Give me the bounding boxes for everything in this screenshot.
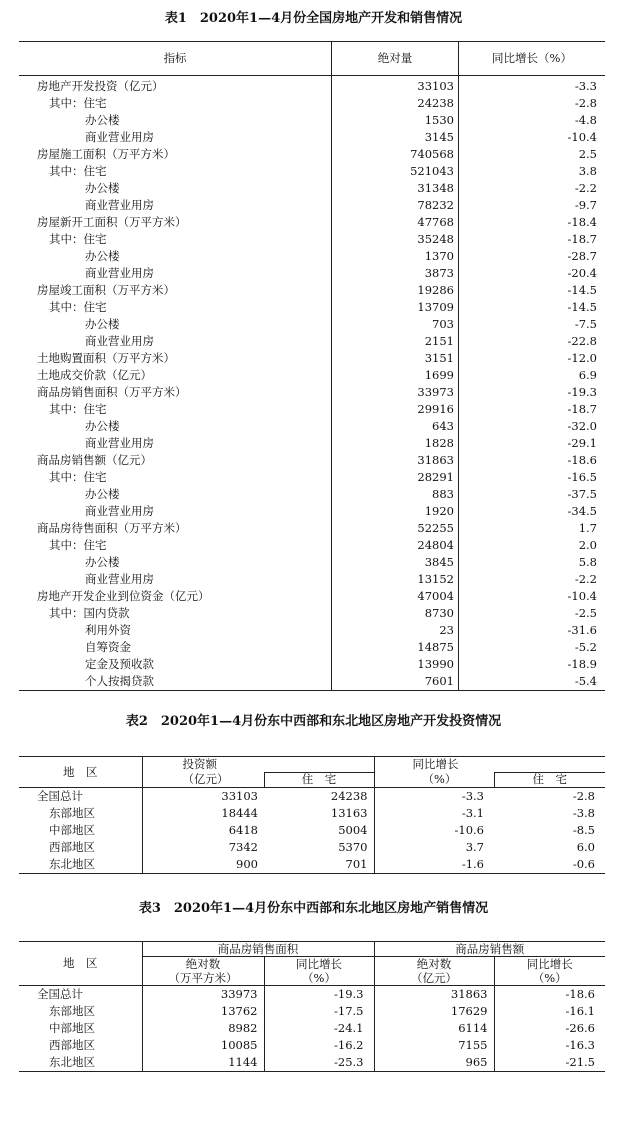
table-row bbox=[19, 350, 605, 367]
absolute-value: 78232 bbox=[332, 197, 459, 214]
table3 bbox=[19, 941, 605, 1072]
investment-value: 7342 bbox=[142, 839, 264, 856]
area-growth-value: -19.3 bbox=[264, 986, 374, 1004]
table-row bbox=[19, 299, 605, 316]
indicator-label: 房地产开发投资（亿元） bbox=[37, 79, 164, 93]
t3-header-sales-growth-unit: （%） bbox=[494, 971, 605, 986]
growth-value: -4.8 bbox=[458, 112, 605, 129]
area-growth-value: -24.1 bbox=[264, 1020, 374, 1037]
absolute-value: 33973 bbox=[332, 384, 459, 401]
investment-value: 6418 bbox=[142, 822, 264, 839]
absolute-value: 1699 bbox=[332, 367, 459, 384]
indicator-label: 商业营业用房 bbox=[85, 504, 154, 518]
growth-value: -2.8 bbox=[458, 95, 605, 112]
residential-growth-value: -3.8 bbox=[572, 806, 595, 820]
indicator-label: 房屋竣工面积（万平方米） bbox=[37, 283, 175, 297]
sales-value: 7155 bbox=[374, 1037, 494, 1054]
growth-value: -10.6 bbox=[374, 822, 494, 839]
table-row bbox=[19, 316, 605, 333]
absolute-value: 1920 bbox=[332, 503, 459, 520]
sales-growth-value: -21.5 bbox=[494, 1054, 605, 1072]
t3-header-sales-abs-unit: （亿元） bbox=[374, 971, 494, 986]
table-row bbox=[19, 146, 605, 163]
indicator-label: 商业营业用房 bbox=[85, 334, 154, 348]
table-row bbox=[19, 265, 605, 282]
absolute-value: 47768 bbox=[332, 214, 459, 231]
absolute-value: 521043 bbox=[332, 163, 459, 180]
table1-header-row bbox=[19, 42, 605, 76]
absolute-value: 8730 bbox=[332, 605, 459, 622]
growth-value: -5.4 bbox=[458, 673, 605, 691]
indicator-label: 办公楼 bbox=[85, 181, 120, 195]
table-row bbox=[19, 197, 605, 214]
absolute-value: 883 bbox=[332, 486, 459, 503]
indicator-label: 商品房销售额（亿元） bbox=[37, 453, 152, 467]
absolute-value: 31863 bbox=[332, 452, 459, 469]
indicator-label: 办公楼 bbox=[85, 555, 120, 569]
table-row bbox=[19, 401, 605, 418]
table2 bbox=[19, 756, 605, 874]
growth-value: -20.4 bbox=[458, 265, 605, 282]
t2-header-residential: 住 宅 bbox=[264, 772, 374, 788]
area-value: 8982 bbox=[142, 1020, 264, 1037]
indicator-label: 其中：住宅 bbox=[49, 300, 107, 314]
region-label: 全国总计 bbox=[37, 987, 83, 1001]
indicator-label: 商业营业用房 bbox=[85, 130, 154, 144]
table-row bbox=[19, 248, 605, 265]
growth-value: -34.5 bbox=[458, 503, 605, 520]
growth-value: -18.6 bbox=[458, 452, 605, 469]
growth-value: -29.1 bbox=[458, 435, 605, 452]
indicator-label: 商业营业用房 bbox=[85, 572, 154, 586]
residential-growth-value: -8.5 bbox=[572, 823, 595, 837]
absolute-value: 29916 bbox=[332, 401, 459, 418]
absolute-value: 14875 bbox=[332, 639, 459, 656]
growth-value: -2.5 bbox=[458, 605, 605, 622]
t3-header-sales-group: 商品房销售额 bbox=[374, 942, 605, 957]
table-row bbox=[19, 367, 605, 384]
growth-value: 3.7 bbox=[374, 839, 494, 856]
growth-value: -14.5 bbox=[458, 299, 605, 316]
indicator-label: 定金及预收款 bbox=[85, 657, 154, 671]
indicator-label: 其中：住宅 bbox=[49, 164, 107, 178]
table-row bbox=[19, 469, 605, 486]
growth-value: -32.0 bbox=[458, 418, 605, 435]
absolute-value: 24238 bbox=[332, 95, 459, 112]
table-row bbox=[19, 605, 605, 622]
growth-value: 2.0 bbox=[458, 537, 605, 554]
indicator-label: 房屋施工面积（万平方米） bbox=[37, 147, 175, 161]
table-row bbox=[19, 180, 605, 197]
sales-value: 965 bbox=[374, 1054, 494, 1072]
growth-value: -5.2 bbox=[458, 639, 605, 656]
indicator-label: 其中：住宅 bbox=[49, 232, 107, 246]
indicator-label: 办公楼 bbox=[85, 419, 120, 433]
indicator-label: 商业营业用房 bbox=[85, 198, 154, 212]
table-row bbox=[19, 95, 605, 112]
indicator-label: 其中：住宅 bbox=[49, 402, 107, 416]
t3-header-region: 地 区 bbox=[19, 942, 142, 986]
sales-value: 6114 bbox=[374, 1020, 494, 1037]
growth-value: 2.5 bbox=[458, 146, 605, 163]
growth-value: -31.6 bbox=[458, 622, 605, 639]
absolute-value: 703 bbox=[332, 316, 459, 333]
indicator-label: 利用外资 bbox=[85, 623, 131, 637]
growth-value: -28.7 bbox=[458, 248, 605, 265]
indicator-label: 房地产开发企业到位资金（亿元） bbox=[37, 589, 210, 603]
absolute-value: 643 bbox=[332, 418, 459, 435]
table2-title: 表2 2020年1—4月份东中西部和东北地区房地产开发投资情况 bbox=[125, 714, 502, 729]
indicator-label: 土地成交价款（亿元） bbox=[37, 368, 152, 382]
growth-value: -9.7 bbox=[458, 197, 605, 214]
area-growth-value: -25.3 bbox=[264, 1054, 374, 1072]
indicator-label: 商业营业用房 bbox=[85, 266, 154, 280]
table-row bbox=[19, 112, 605, 129]
region-label: 东部地区 bbox=[49, 806, 95, 820]
region-label: 西部地区 bbox=[49, 1038, 95, 1052]
absolute-value: 13990 bbox=[332, 656, 459, 673]
investment-value: 33103 bbox=[142, 788, 264, 806]
growth-value: -7.5 bbox=[458, 316, 605, 333]
growth-value: 5.8 bbox=[458, 554, 605, 571]
investment-value: 900 bbox=[142, 856, 264, 874]
absolute-value: 7601 bbox=[332, 673, 459, 691]
absolute-value: 1530 bbox=[332, 112, 459, 129]
absolute-value: 13152 bbox=[332, 571, 459, 588]
header-growth: 同比增长（%） bbox=[458, 42, 605, 76]
table-row bbox=[19, 214, 605, 231]
indicator-label: 办公楼 bbox=[85, 113, 120, 127]
table-row bbox=[19, 1037, 605, 1054]
investment-value: 18444 bbox=[142, 805, 264, 822]
indicator-label: 其中：住宅 bbox=[49, 470, 107, 484]
t3-header-area-group: 商品房销售面积 bbox=[142, 942, 374, 957]
residential-value: 5370 bbox=[338, 840, 368, 854]
absolute-value: 52255 bbox=[332, 520, 459, 537]
absolute-value: 1828 bbox=[332, 435, 459, 452]
residential-growth-value: 6.0 bbox=[576, 840, 595, 854]
indicator-label: 其中：住宅 bbox=[49, 538, 107, 552]
t3-header-sales-growth: 同比增长 bbox=[494, 957, 605, 972]
absolute-value: 1370 bbox=[332, 248, 459, 265]
indicator-label: 其中：住宅 bbox=[49, 96, 107, 110]
region-label: 东北地区 bbox=[49, 1055, 95, 1069]
indicator-label: 商品房待售面积（万平方米） bbox=[37, 521, 187, 535]
t2-header-growth: 同比增长 bbox=[374, 757, 605, 773]
table-row bbox=[19, 486, 605, 503]
t2-header-growth-residential: 住 宅 bbox=[494, 772, 605, 788]
sales-growth-value: -18.6 bbox=[494, 986, 605, 1004]
t2-header-investment-unit: （亿元） bbox=[142, 772, 264, 788]
growth-value: -2.2 bbox=[458, 180, 605, 197]
residential-value: 5004 bbox=[338, 823, 368, 837]
indicator-label: 办公楼 bbox=[85, 249, 120, 263]
absolute-value: 3145 bbox=[332, 129, 459, 146]
indicator-label: 自筹资金 bbox=[85, 640, 131, 654]
t2-header-growth-unit: （%） bbox=[374, 772, 494, 788]
absolute-value: 33103 bbox=[332, 76, 459, 96]
area-value: 10085 bbox=[142, 1037, 264, 1054]
growth-value: -3.3 bbox=[458, 76, 605, 96]
indicator-label: 土地购置面积（万平方米） bbox=[37, 351, 175, 365]
table-row bbox=[19, 1020, 605, 1037]
growth-value: -3.3 bbox=[374, 788, 494, 806]
table-row bbox=[19, 805, 605, 822]
absolute-value: 23 bbox=[332, 622, 459, 639]
region-label: 西部地区 bbox=[49, 840, 95, 854]
table-row bbox=[19, 639, 605, 656]
residential-value: 24238 bbox=[330, 789, 368, 803]
area-value: 33973 bbox=[142, 986, 264, 1004]
growth-value: -22.8 bbox=[458, 333, 605, 350]
table-row bbox=[19, 588, 605, 605]
table-row bbox=[19, 788, 605, 806]
table-row bbox=[19, 163, 605, 180]
table-row bbox=[19, 537, 605, 554]
residential-value: 13163 bbox=[330, 806, 368, 820]
t3-header-area-abs-unit: （万平方米） bbox=[142, 971, 264, 986]
absolute-value: 31348 bbox=[332, 180, 459, 197]
growth-value: 1.7 bbox=[458, 520, 605, 537]
table1 bbox=[19, 41, 605, 691]
indicator-label: 房屋新开工面积（万平方米） bbox=[37, 215, 187, 229]
indicator-label: 商业营业用房 bbox=[85, 436, 154, 450]
header-absolute: 绝对量 bbox=[332, 42, 459, 76]
indicator-label: 其中：国内贷款 bbox=[49, 606, 130, 620]
table-row bbox=[19, 418, 605, 435]
indicator-label: 办公楼 bbox=[85, 487, 120, 501]
table-row bbox=[19, 673, 605, 691]
header-indicator: 指标 bbox=[19, 42, 332, 76]
table-row bbox=[19, 231, 605, 248]
region-label: 中部地区 bbox=[49, 823, 95, 837]
table-row bbox=[19, 656, 605, 673]
absolute-value: 740568 bbox=[332, 146, 459, 163]
table-row bbox=[19, 282, 605, 299]
growth-value: -14.5 bbox=[458, 282, 605, 299]
area-growth-value: -17.5 bbox=[264, 1003, 374, 1020]
table-row bbox=[19, 333, 605, 350]
growth-value: -18.9 bbox=[458, 656, 605, 673]
region-label: 全国总计 bbox=[37, 789, 83, 803]
absolute-value: 3151 bbox=[332, 350, 459, 367]
absolute-value: 35248 bbox=[332, 231, 459, 248]
growth-value: -10.4 bbox=[458, 588, 605, 605]
growth-value: -10.4 bbox=[458, 129, 605, 146]
table-row bbox=[19, 986, 605, 1004]
growth-value: -1.6 bbox=[374, 856, 494, 874]
table-row bbox=[19, 839, 605, 856]
t3-header-area-abs: 绝对数 bbox=[142, 957, 264, 972]
table-row bbox=[19, 571, 605, 588]
absolute-value: 3873 bbox=[332, 265, 459, 282]
growth-value: 6.9 bbox=[458, 367, 605, 384]
absolute-value: 19286 bbox=[332, 282, 459, 299]
growth-value: -18.7 bbox=[458, 401, 605, 418]
growth-value: -18.7 bbox=[458, 231, 605, 248]
absolute-value: 2151 bbox=[332, 333, 459, 350]
sales-growth-value: -26.6 bbox=[494, 1020, 605, 1037]
table-row bbox=[19, 520, 605, 537]
table-row bbox=[19, 856, 605, 874]
indicator-label: 个人按揭贷款 bbox=[85, 674, 154, 688]
area-value: 13762 bbox=[142, 1003, 264, 1020]
area-value: 1144 bbox=[142, 1054, 264, 1072]
t3-header-sales-abs: 绝对数 bbox=[374, 957, 494, 972]
table-row bbox=[19, 503, 605, 520]
growth-value: 3.8 bbox=[458, 163, 605, 180]
table3-title: 表3 2020年1—4月份东中西部和东北地区房地产销售情况 bbox=[138, 901, 489, 916]
absolute-value: 47004 bbox=[332, 588, 459, 605]
table-row bbox=[19, 554, 605, 571]
t2-header-region: 地 区 bbox=[19, 757, 142, 788]
table-row bbox=[19, 384, 605, 401]
region-label: 东北地区 bbox=[49, 857, 95, 871]
table-row bbox=[19, 452, 605, 469]
growth-value: -12.0 bbox=[458, 350, 605, 367]
table1-title: 表1 2020年1—4月份全国房地产开发和销售情况 bbox=[164, 11, 463, 26]
indicator-label: 办公楼 bbox=[85, 317, 120, 331]
growth-value: -16.5 bbox=[458, 469, 605, 486]
sales-value: 31863 bbox=[374, 986, 494, 1004]
t2-header-investment: 投资额 bbox=[142, 757, 374, 773]
area-growth-value: -16.2 bbox=[264, 1037, 374, 1054]
table-row bbox=[19, 1054, 605, 1072]
table-row bbox=[19, 622, 605, 639]
table-row bbox=[19, 1003, 605, 1020]
region-label: 中部地区 bbox=[49, 1021, 95, 1035]
absolute-value: 13709 bbox=[332, 299, 459, 316]
table-row bbox=[19, 435, 605, 452]
indicator-label: 商品房销售面积（万平方米） bbox=[37, 385, 187, 399]
sales-growth-value: -16.3 bbox=[494, 1037, 605, 1054]
residential-growth-value: -0.6 bbox=[572, 857, 595, 871]
t3-header-area-growth: 同比增长 bbox=[264, 957, 374, 972]
growth-value: -3.1 bbox=[374, 805, 494, 822]
absolute-value: 3845 bbox=[332, 554, 459, 571]
residential-growth-value: -2.8 bbox=[572, 789, 595, 803]
table-row bbox=[19, 129, 605, 146]
absolute-value: 28291 bbox=[332, 469, 459, 486]
residential-value: 701 bbox=[345, 857, 368, 871]
absolute-value: 24804 bbox=[332, 537, 459, 554]
sales-value: 17629 bbox=[374, 1003, 494, 1020]
growth-value: -19.3 bbox=[458, 384, 605, 401]
table-row bbox=[19, 76, 605, 96]
growth-value: -18.4 bbox=[458, 214, 605, 231]
t3-header-area-growth-unit: （%） bbox=[264, 971, 374, 986]
growth-value: -37.5 bbox=[458, 486, 605, 503]
region-label: 东部地区 bbox=[49, 1004, 95, 1018]
sales-growth-value: -16.1 bbox=[494, 1003, 605, 1020]
table-row bbox=[19, 822, 605, 839]
growth-value: -2.2 bbox=[458, 571, 605, 588]
